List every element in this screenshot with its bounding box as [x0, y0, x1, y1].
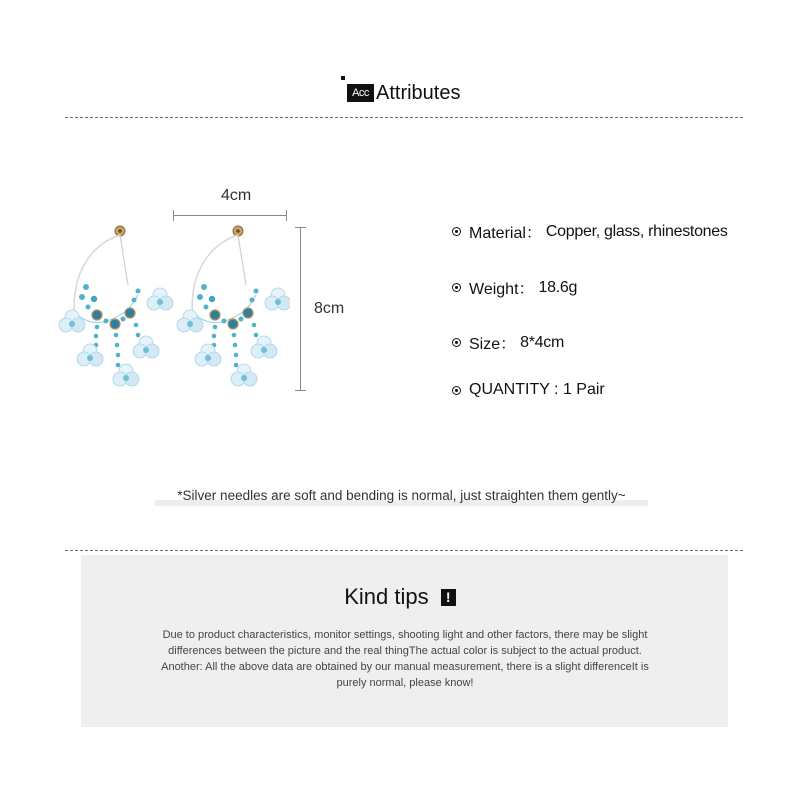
height-line [300, 227, 301, 390]
bullet-icon [452, 338, 461, 347]
height-tick-top [295, 227, 306, 228]
attribute-key: Material： [469, 225, 542, 242]
attribute-quantity [452, 381, 609, 399]
needle-notice: *Silver needles are soft and bending is normal, just straighten them gently~ [155, 486, 648, 506]
attribute-key: Size： [469, 336, 517, 353]
earring-image [50, 215, 290, 400]
tip-line: differences between the picture and the real thingThe actual color is subject to the actual product. [168, 645, 642, 657]
attribute-weight [452, 276, 577, 299]
tip-line: Another: All the above data are obtained by our manual measurement, there is a slight differenceIt is [161, 661, 649, 673]
earring-right [177, 226, 290, 386]
exclamation-icon: ! [441, 589, 456, 606]
tip-line: purely normal, please know! [336, 677, 474, 689]
earring-left [59, 226, 173, 386]
attribute-value: 18.6g [538, 278, 578, 296]
tips-title: Kind tips [344, 584, 429, 610]
header-marker [341, 76, 345, 80]
page-title: Attributes [376, 82, 461, 104]
tips-heading [0, 583, 800, 610]
bullet-icon [452, 227, 461, 236]
top-divider [65, 117, 743, 118]
attribute-key: QUANTITY : 1 Pair [469, 381, 605, 398]
attribute-material [452, 220, 728, 243]
bullet-icon [452, 386, 461, 395]
attribute-size [452, 331, 564, 354]
attribute-value: 8*4cm [520, 333, 564, 351]
bottom-divider [65, 550, 743, 551]
attribute-key: Weight： [469, 281, 535, 298]
attribute-value: Copper, glass, rhinestones [545, 222, 728, 240]
width-label: 4cm [221, 187, 252, 204]
header-badge: Acc [347, 84, 374, 102]
bullet-icon [452, 283, 461, 292]
tip-line: Due to product characteristics, monitor settings, shooting light and other factors, there may be slight [162, 629, 648, 641]
height-tick-bottom [295, 390, 306, 391]
height-label: 8cm [314, 300, 345, 317]
